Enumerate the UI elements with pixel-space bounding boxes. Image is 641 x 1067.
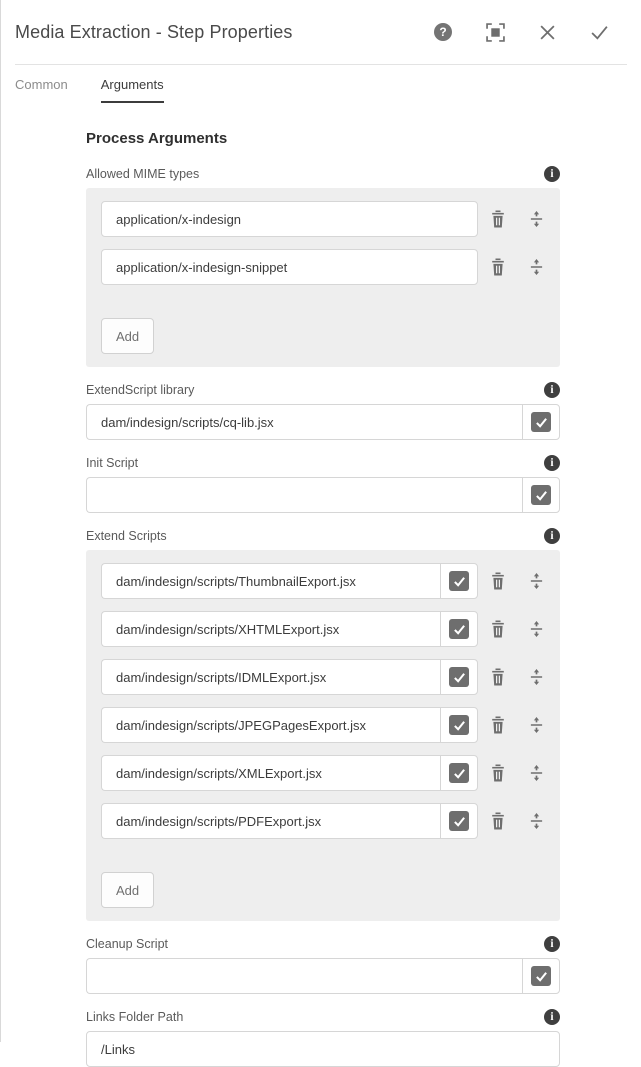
checkbox-addon (522, 958, 560, 994)
enabled-checkbox[interactable] (531, 966, 551, 986)
fullscreen-icon[interactable] (485, 22, 505, 42)
info-icon[interactable]: i (544, 528, 560, 544)
delete-icon[interactable] (489, 667, 507, 687)
tab-bar (1, 65, 641, 103)
delete-icon[interactable] (489, 811, 507, 831)
enabled-checkbox[interactable] (531, 412, 551, 432)
allowed-mime-types-label-row (86, 166, 560, 182)
extend-script-input[interactable] (101, 563, 440, 599)
tab-arguments[interactable]: Arguments (101, 77, 164, 103)
extendscript-library-label-row (86, 382, 560, 398)
init-script-label-row (86, 455, 560, 471)
enabled-checkbox[interactable] (449, 667, 469, 687)
reorder-icon[interactable] (528, 811, 545, 831)
mime-type-input[interactable] (101, 201, 478, 237)
extend-scripts-multifield (86, 550, 560, 921)
help-icon[interactable]: ? (433, 22, 453, 42)
enabled-checkbox[interactable] (449, 619, 469, 639)
info-icon[interactable]: i (544, 936, 560, 952)
multifield-row (101, 611, 545, 647)
extend-scripts-label: Extend Scripts (86, 529, 167, 543)
multifield-row (101, 707, 545, 743)
init-script-input[interactable] (86, 477, 522, 513)
delete-icon[interactable] (489, 763, 507, 783)
reorder-icon[interactable] (528, 715, 545, 735)
info-icon[interactable]: i (544, 455, 560, 471)
allowed-mime-types-multifield (86, 188, 560, 367)
tab-common[interactable]: Common (15, 77, 68, 92)
extend-script-input[interactable] (101, 611, 440, 647)
cleanup-script-label-row (86, 936, 560, 952)
cleanup-script-input[interactable] (86, 958, 522, 994)
header-actions (433, 22, 609, 42)
enabled-checkbox[interactable] (449, 763, 469, 783)
checkbox-addon (440, 659, 478, 695)
multifield-row (101, 563, 545, 599)
multifield-row (101, 659, 545, 695)
arguments-panel (1, 103, 641, 1067)
allowed-mime-types-label: Allowed MIME types (86, 167, 200, 181)
init-script-label: Init Script (86, 456, 139, 470)
checkbox-addon (440, 755, 478, 791)
enabled-checkbox[interactable] (449, 715, 469, 735)
dialog-header (1, 0, 641, 64)
extend-script-input[interactable] (101, 755, 440, 791)
multifield-row (101, 249, 545, 285)
enabled-checkbox[interactable] (531, 485, 551, 505)
multifield-row (101, 201, 545, 237)
checkbox-addon (440, 803, 478, 839)
extendscript-library-input[interactable] (86, 404, 522, 440)
reorder-icon[interactable] (528, 763, 545, 783)
cleanup-script-field (86, 958, 560, 994)
multifield-row (101, 803, 545, 839)
links-folder-path-input[interactable] (86, 1031, 560, 1067)
checkbox-addon (440, 563, 478, 599)
reorder-icon[interactable] (528, 209, 545, 229)
delete-icon[interactable] (489, 257, 507, 277)
checkbox-addon (522, 404, 560, 440)
reorder-icon[interactable] (528, 619, 545, 639)
add-extend-script-button[interactable]: Add (101, 872, 154, 908)
dialog-title: Media Extraction - Step Properties (15, 21, 293, 42)
multifield-row (101, 755, 545, 791)
checkbox-addon (522, 477, 560, 513)
delete-icon[interactable] (489, 715, 507, 735)
checkbox-addon (440, 611, 478, 647)
extend-script-input[interactable] (101, 659, 440, 695)
cleanup-script-label: Cleanup Script (86, 937, 168, 951)
extend-scripts-label-row (86, 528, 560, 544)
extend-script-input[interactable] (101, 707, 440, 743)
reorder-icon[interactable] (528, 257, 545, 277)
info-icon[interactable]: i (544, 1009, 560, 1025)
delete-icon[interactable] (489, 619, 507, 639)
enabled-checkbox[interactable] (449, 571, 469, 591)
checkbox-addon (440, 707, 478, 743)
delete-icon[interactable] (489, 571, 507, 591)
links-folder-path-label-row (86, 1009, 560, 1025)
add-mime-type-button[interactable]: Add (101, 318, 154, 354)
reorder-icon[interactable] (528, 571, 545, 591)
info-icon[interactable]: i (544, 382, 560, 398)
enabled-checkbox[interactable] (449, 811, 469, 831)
mime-type-input[interactable] (101, 249, 478, 285)
reorder-icon[interactable] (528, 667, 545, 687)
process-arguments-heading: Process Arguments (86, 130, 228, 147)
close-icon[interactable] (537, 22, 557, 42)
delete-icon[interactable] (489, 209, 507, 229)
extendscript-library-label: ExtendScript library (86, 383, 195, 397)
info-icon[interactable]: i (544, 166, 560, 182)
checkmark-icon[interactable] (589, 22, 609, 42)
init-script-field (86, 477, 560, 513)
extendscript-library-field (86, 404, 560, 440)
links-folder-path-label: Links Folder Path (86, 1010, 184, 1024)
extend-script-input[interactable] (101, 803, 440, 839)
